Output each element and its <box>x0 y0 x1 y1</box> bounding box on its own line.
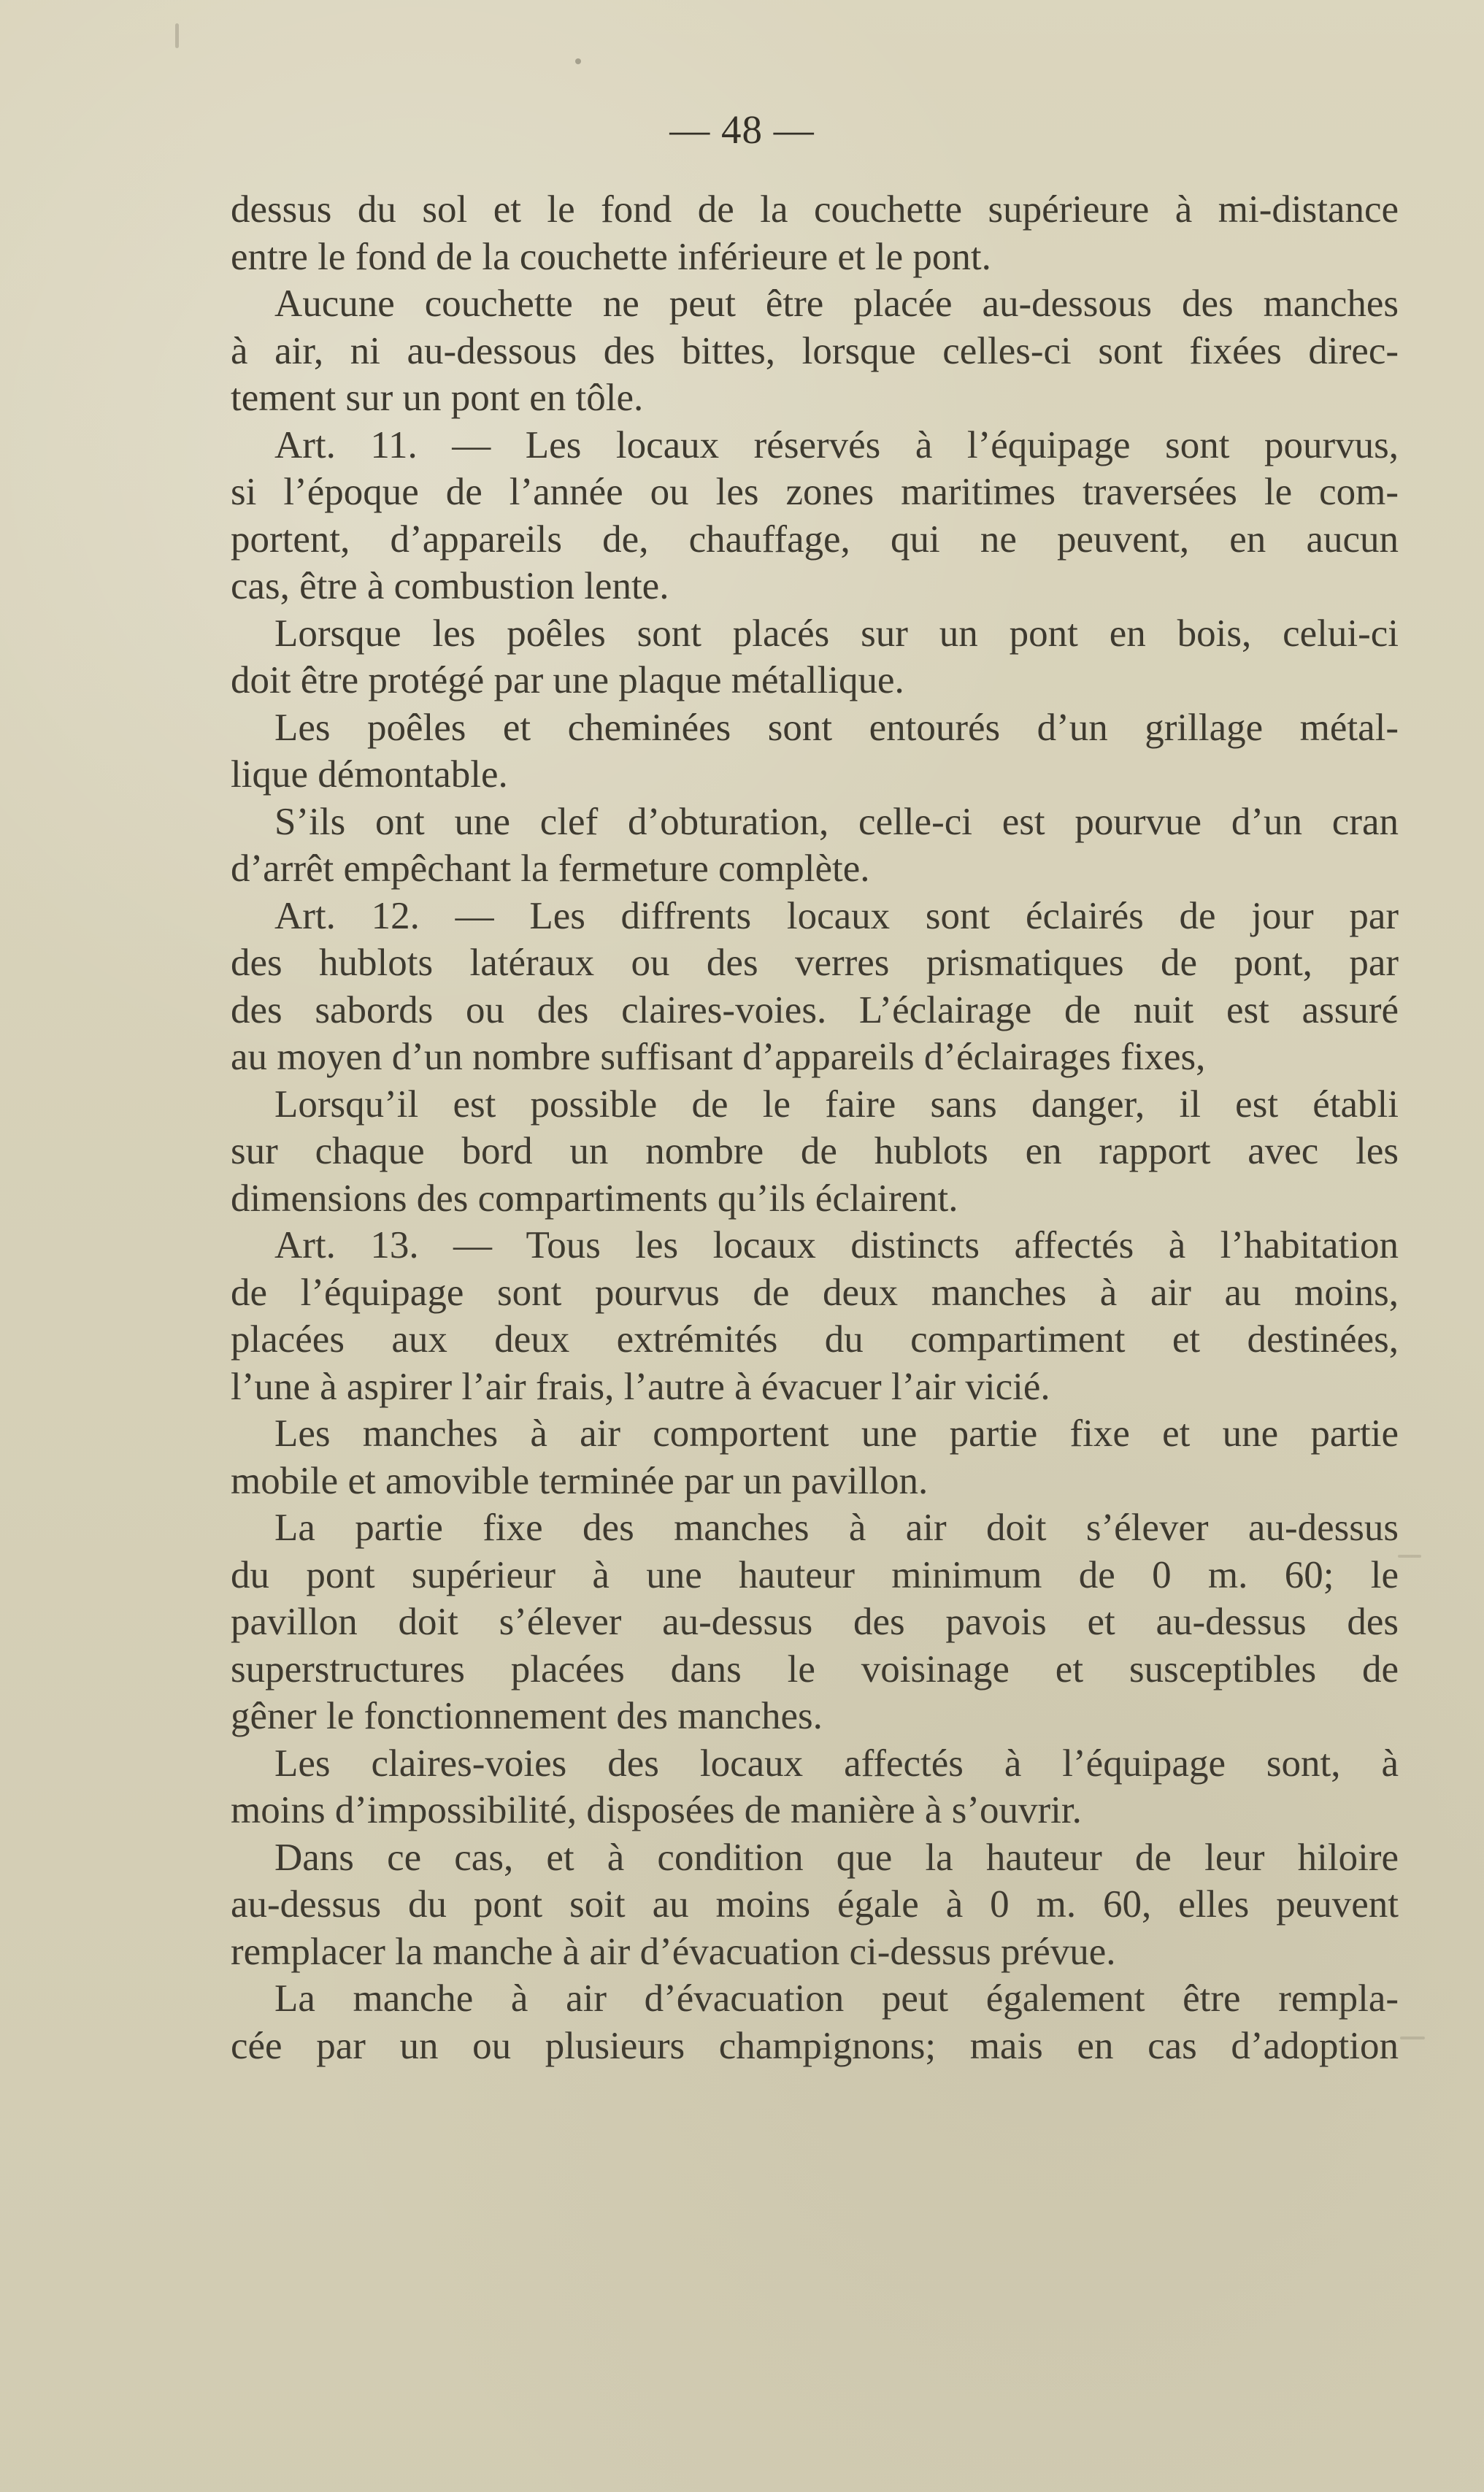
text-line: gêner le fonctionnement des manches. <box>231 1695 823 1737</box>
text-line: La manche à air d’évacuation peut également être rempla- <box>274 1977 1399 2020</box>
text-line: dessus du sol et le fond de la couchette supérieure à mi-distance <box>231 188 1399 231</box>
text-line: lique démontable. <box>231 753 508 796</box>
text-line: des hublots latéraux ou des verres prismatiques de pont, par <box>231 942 1399 984</box>
text-line: cée par un ou plusieurs champignons; mais en cas d’adoption <box>231 2024 1399 2067</box>
text-line: Art. 12. — Les diffrents locaux sont éclairés de jour par <box>274 894 1399 937</box>
text-line: Art. 13. — Tous les locaux distincts affectés à l’habitation <box>274 1224 1399 1266</box>
text-line: entre le fond de la couchette inférieure et le pont. <box>231 235 991 278</box>
text-line: des sabords ou des claires-voies. L’éclairage de nuit est assuré <box>231 988 1399 1031</box>
text-line: au moyen d’un nombre suffisant d’appareils d’éclairages fixes, <box>231 1036 1206 1078</box>
text-line: portent, d’appareils de, chauffage, qui ne peuvent, en aucun <box>231 518 1399 561</box>
text-line: remplacer la manche à air d’évacuation ci-dessus prévue. <box>231 1930 1116 1973</box>
text-line: mobile et amovible terminée par un pavillon. <box>231 1459 929 1502</box>
text-line: de l’équipage sont pourvus de deux manches à air au moins, <box>231 1271 1399 1314</box>
paper-speck <box>1398 1555 1421 1558</box>
text-line: pavillon doit s’élever au-dessus des pavois et au-dessus des <box>231 1601 1399 1643</box>
text-line: Lorsqu’il est possible de le faire sans danger, il est établi <box>274 1082 1399 1126</box>
text-line: cas, être à combustion lente. <box>231 565 669 607</box>
text-line: l’une à aspirer l’air frais, l’autre à évacuer l’air vicié. <box>231 1365 1050 1408</box>
paper-speck <box>1400 2037 1425 2039</box>
text-line: Lorsque les poêles sont placés sur un pont en bois, celui-ci <box>274 612 1399 655</box>
text-line: Les poêles et cheminées sont entourés d’un grillage métal- <box>274 706 1399 749</box>
text-line: sur chaque bord un nombre de hublots en rapport avec les <box>231 1130 1399 1172</box>
text-line: si l’époque de l’année ou les zones maritimes traversées le com- <box>231 471 1399 513</box>
text-line: La partie fixe des manches à air doit s’élever au-dessus <box>274 1507 1399 1549</box>
text-line: superstructures placées dans le voisinage et susceptibles de <box>231 1647 1399 1691</box>
text-line: d’arrêt empêchant la fermeture complète. <box>231 847 870 890</box>
text-line: Aucune couchette ne peut être placée au-dessous des manches <box>274 282 1399 325</box>
text-line: Art. 11. — Les locaux réservés à l’équipage sont pourvus, <box>274 423 1399 466</box>
paper-speck <box>575 58 581 64</box>
text-line: dimensions des compartiments qu’ils éclairent. <box>231 1177 958 1220</box>
paper-speck <box>175 23 179 48</box>
text-line: à air, ni au-dessous des bittes, lorsque celles-ci sont fixées direc- <box>231 329 1399 372</box>
text-line: Dans ce cas, et à condition que la hauteur de leur hiloire <box>274 1836 1399 1879</box>
text-line: S’ils ont une clef d’obturation, celle-ci est pourvue d’un cran <box>274 800 1399 843</box>
text-line: moins d’impossibilité, disposées de manière à s’ouvrir. <box>231 1789 1082 1831</box>
text-line: doit être protégé par une plaque métallique. <box>231 659 904 701</box>
body-text <box>231 186 1399 2069</box>
text-line: du pont supérieur à une hauteur minimum de 0 m. 60; le <box>231 1553 1399 1596</box>
text-line: Les manches à air comportent une partie fixe et une partie <box>274 1412 1399 1455</box>
text-line: Les claires-voies des locaux affectés à l’équipage sont, à <box>274 1742 1399 1785</box>
page-number: — 48 — <box>669 107 815 152</box>
text-line: placées aux deux extrémités du compartiment et destinées, <box>231 1318 1399 1361</box>
text-line: au-dessus du pont soit au moins égale à 0 m. 60, elles peuvent <box>231 1883 1399 1926</box>
text-line: tement sur un pont en tôle. <box>231 377 644 419</box>
